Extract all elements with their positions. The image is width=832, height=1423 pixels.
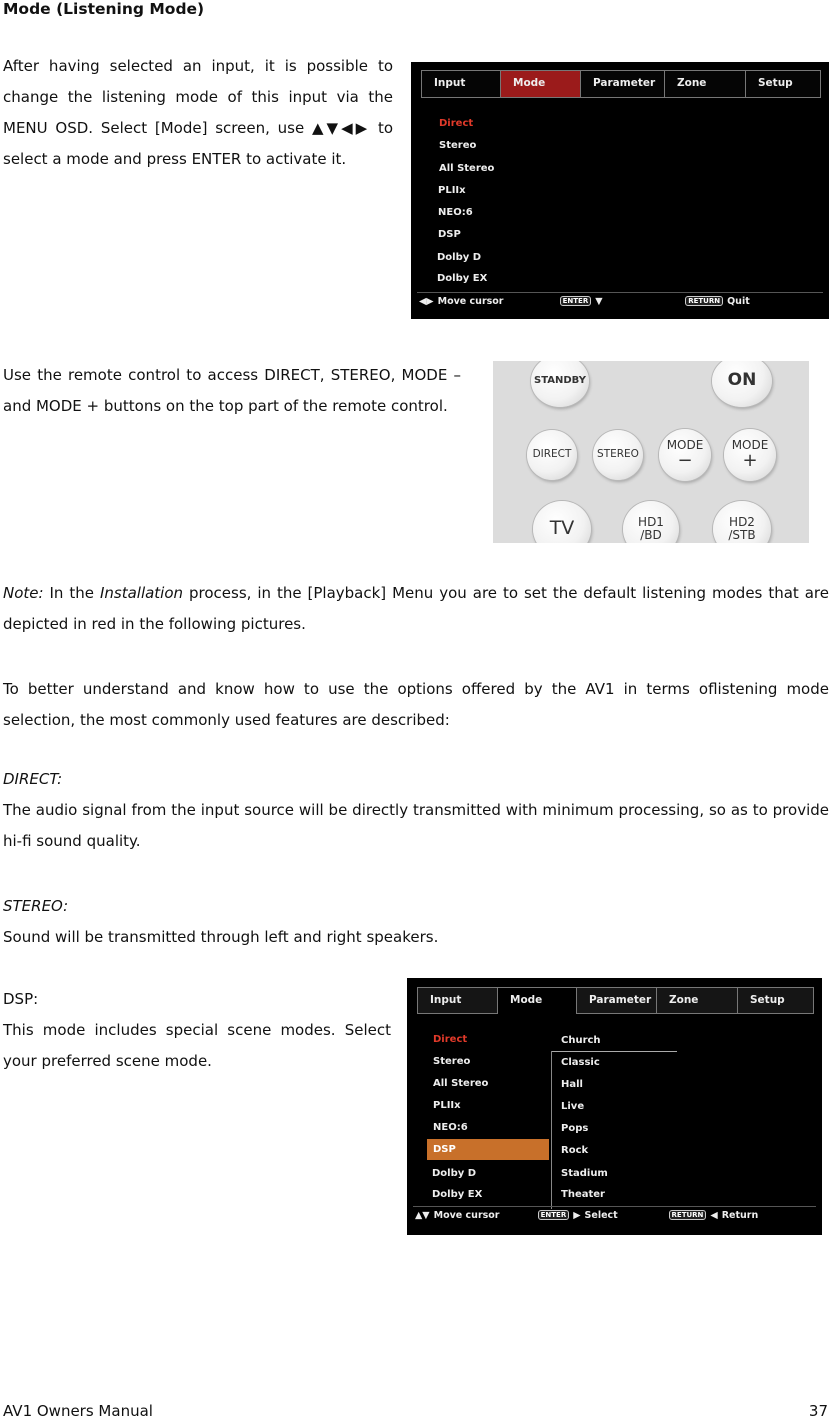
mode-item-pliix[interactable]: PLIIx (438, 185, 466, 196)
stereo-button[interactable] (593, 430, 643, 480)
mode-item-dolby-ex[interactable]: Dolby EX (432, 1189, 483, 1200)
move-cursor-label: Move cursor (433, 1209, 500, 1221)
osd-mode-screen (411, 62, 829, 319)
mode-plus-button[interactable] (724, 429, 776, 481)
stereo-description: Sound will be transmitted through left and right speakers. (3, 928, 439, 946)
mode-item-stereo[interactable]: Stereo (439, 140, 477, 151)
stereo-label: STEREO (597, 448, 639, 461)
enter-key-icon: ENTER (560, 296, 592, 306)
mode-item-direct[interactable]: Direct (433, 1034, 468, 1045)
return-key-icon: RETURN (669, 1210, 707, 1220)
hd2-stb-button[interactable] (713, 501, 771, 543)
tab-mode[interactable]: Mode (498, 988, 577, 1014)
mode-item-neo6[interactable]: NEO:6 (433, 1122, 468, 1133)
mode-plus-label: MODE (731, 438, 769, 453)
scene-item-pops[interactable]: Pops (561, 1123, 589, 1134)
mode-item-stereo[interactable]: Stereo (433, 1056, 471, 1067)
page-number: 37 (808, 1402, 828, 1420)
tab-zone[interactable]: Zone (665, 71, 746, 97)
hd1-label: HD1 (638, 515, 664, 530)
scene-item-hall[interactable]: Hall (561, 1079, 583, 1090)
arrows-left-right-icon: ◀▶ (419, 295, 434, 307)
dsp-heading: DSP: (3, 990, 39, 1008)
move-cursor-label: Move cursor (437, 295, 504, 307)
remote-control-image (493, 361, 809, 543)
footer-manual-title: AV1 Owners Manual (3, 1402, 153, 1420)
return-key-icon: RETURN (685, 296, 723, 306)
minus-icon: − (677, 449, 693, 471)
mode-item-direct[interactable]: Direct (439, 118, 474, 129)
note-paragraph (3, 578, 829, 640)
standby-label: STANDBY (534, 374, 586, 386)
tab-setup[interactable]: Setup (738, 988, 813, 1014)
quit-label: Quit (727, 295, 750, 307)
mode-item-dsp[interactable]: DSP (438, 229, 461, 240)
tab-setup[interactable]: Setup (758, 77, 793, 89)
scene-item-stadium[interactable]: Stadium (561, 1168, 608, 1179)
select-label: Select (584, 1209, 618, 1221)
mode-item-dolby-d[interactable]: Dolby D (432, 1168, 477, 1179)
mode-item-all-stereo[interactable]: All Stereo (433, 1078, 489, 1089)
direct-label: DIRECT (532, 448, 572, 461)
mode-item-dolby-ex[interactable]: Dolby EX (437, 273, 488, 284)
features-intro: To better understand and know how to use the options offered by the AV1 in terms oflistening mode selection, the most commonly used features are described: (3, 680, 829, 729)
enter-key-icon: ENTER (538, 1210, 570, 1220)
page-title: Mode (Listening Mode) (3, 0, 205, 18)
tab-input[interactable]: Input (422, 71, 501, 97)
hd1-bd-button[interactable] (623, 501, 679, 543)
arrow-right-icon: ▶ (573, 1209, 581, 1221)
note-text-post: process, in the [Playback] Menu you are to set the default listening modes that are depicted in red in the following pictures. (3, 584, 829, 633)
bd-label: /BD (640, 528, 662, 542)
tab-zone[interactable]: Zone (657, 988, 738, 1014)
stereo-heading: STEREO: (3, 897, 69, 915)
intro-paragraph: After having selected an input, it is possible to change the listening mode of this input via the MENU OSD. Select [Mode] screen, use ▲▼◀▶ to select a mode and press ENTER to activate it. (3, 57, 393, 168)
arrow-left-icon: ◀ (710, 1209, 718, 1221)
direct-heading: DIRECT: (3, 770, 63, 788)
direct-button[interactable] (527, 430, 577, 480)
scene-item-church[interactable]: Church (561, 1035, 601, 1046)
mode-item-dsp[interactable]: DSP (433, 1144, 456, 1155)
tab-parameter[interactable]: Parameter (581, 71, 665, 97)
osd-tab-bar (417, 987, 814, 1014)
scene-item-theater[interactable]: Theater (561, 1189, 605, 1200)
submenu-border (551, 1051, 552, 1209)
scene-item-live[interactable]: Live (561, 1101, 585, 1112)
on-button[interactable] (712, 361, 772, 407)
mode-item-dolby-d[interactable]: Dolby D (437, 252, 482, 263)
note-installation: Installation (99, 584, 184, 602)
tab-input[interactable]: Input (418, 988, 498, 1014)
note-text-pre: In the (43, 584, 100, 602)
scene-item-rock[interactable]: Rock (561, 1145, 589, 1156)
submenu-divider (552, 1051, 677, 1052)
standby-button[interactable] (531, 361, 589, 407)
note-label: Note: (3, 584, 44, 602)
return-label: Return (721, 1209, 759, 1221)
stb-label: /STB (728, 528, 756, 542)
mode-item-pliix[interactable]: PLIIx (433, 1100, 461, 1111)
tab-parameter[interactable]: Parameter (577, 988, 657, 1014)
mode-minus-label: MODE (666, 438, 704, 453)
hd2-label: HD2 (729, 515, 755, 530)
mode-item-neo6[interactable]: NEO:6 (438, 207, 473, 218)
direct-description: The audio signal from the input source will be directly transmitted with minimum processing, so as to provide hi-fi sound quality. (3, 801, 829, 850)
tab-mode[interactable]: Mode (501, 71, 581, 97)
tv-label: TV (549, 517, 575, 540)
on-label: ON (727, 370, 757, 391)
arrow-down-icon: ▼ (595, 295, 603, 307)
osd-help-bar (413, 1206, 816, 1223)
remote-paragraph: Use the remote control to access DIRECT, STEREO, MODE – and MODE + buttons on the top part of the remote control. (3, 366, 461, 415)
osd-help-bar (417, 292, 823, 309)
dsp-description: This mode includes special scene modes. Select your preferred scene mode. (3, 1021, 391, 1070)
plus-icon: + (742, 449, 758, 471)
mode-minus-button[interactable] (659, 429, 711, 481)
arrows-up-down-icon: ▲▼ (415, 1209, 430, 1221)
scene-item-classic[interactable]: Classic (561, 1057, 600, 1068)
osd-tab-bar (421, 70, 821, 98)
tv-button[interactable] (533, 501, 591, 543)
osd-dsp-screen (407, 978, 822, 1235)
mode-item-all-stereo[interactable]: All Stereo (439, 163, 495, 174)
